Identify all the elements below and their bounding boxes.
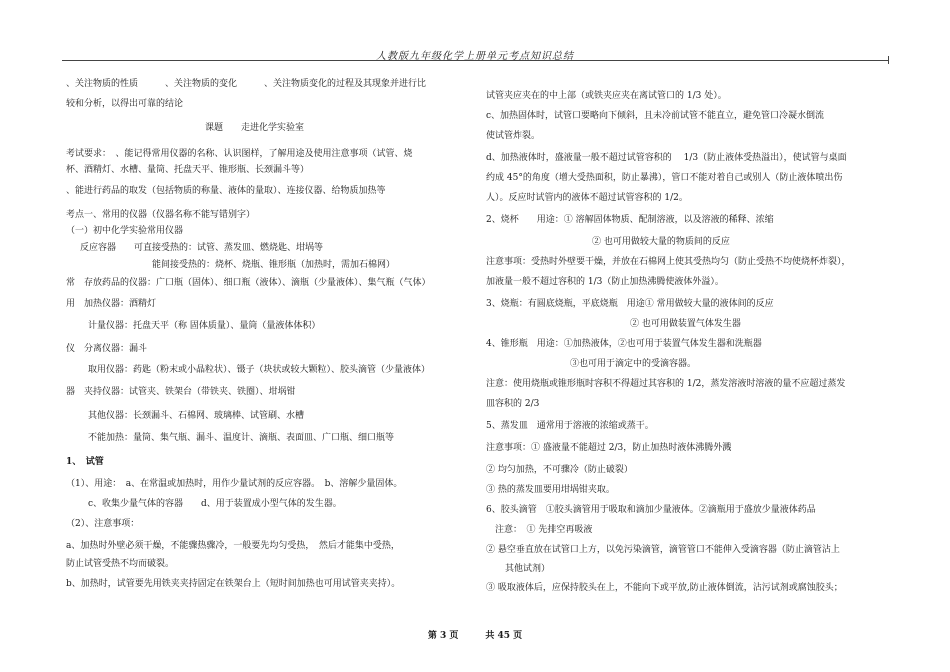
text-line: 用 加热仪器：酒精灯 — [66, 299, 157, 309]
text-line: 注意：使用烧瓶或锥形瓶时容积不得超过其容积的 1/2，蒸发溶液时溶液的量不应超过蒸发 — [486, 379, 846, 389]
text-line: 仪 分离仪器：漏斗 — [66, 344, 148, 354]
text-line: 较和分析，以得出可靠的结论 — [66, 99, 184, 109]
text-line: ③ 吸取液体后，应保持胶头在上，不能向下或平放,防止液体倒流，沾污试剂或腐蚀胶头； — [486, 583, 843, 593]
text-line: 3、烧瓶：有圆底烧瓶，平底烧瓶 用途① 常用做较大量的液体间的反应 — [486, 299, 774, 309]
text-line: 注意： ① 先排空再吸液 — [495, 525, 593, 535]
text-line: （1）、用途： a、在常温或加热时，用作少量试剂的反应容器。 b、溶解少量固体。 — [66, 479, 403, 489]
text-line: 加液量一般不超过容积的 1/3（防止加热沸腾使液体外溢）。 — [486, 277, 724, 287]
text-line: （一）初中化学实验常用仪器 — [66, 226, 184, 236]
text-line: 能间接受热的：烧杯、烧瓶、锥形瓶（加热时，需加石棉网） — [152, 260, 396, 270]
text-line: 其他仪器：长颈漏斗、石棉网、玻璃棒、试管刷、水槽 — [88, 411, 305, 421]
text-line: 6、胶头滴管 ①胶头滴管用于吸取和滴加少量液体。②滴瓶用于盛放少量液体药品 — [486, 505, 816, 515]
text-line: 取用仪器：药匙（粉末或小晶粒状）、镊子（块状或较大颗粒）、胶头滴管（少量液体） — [88, 365, 431, 375]
page-header-title: 人教版九年级化学上册单元考点知识总结 — [376, 51, 574, 62]
text-line: 人）。反应时试管内的液体不超过试管容积的 1/2。 — [486, 193, 688, 203]
header-rule — [62, 60, 888, 61]
page-footer: 第 3 页 共 45 页 — [427, 631, 523, 641]
text-line: ③也可用于滴定中的受滴容器。 — [570, 359, 697, 369]
text-line: a、加热时外壁必须干燥，不能骤热骤冷，一般要先均匀受热， 然后才能集中受热， — [66, 541, 400, 551]
text-line: 约成 45°的角度（增大受热面积，防止暴沸），管口不能对着自己或别人（防止液体喷出伤 — [486, 173, 843, 183]
text-line: c、收集少量气体的容器 d、用于装置成小型气体的发生器。 — [88, 499, 342, 509]
text-line: 课题 走进化学实验室 — [205, 123, 305, 133]
text-line: 使试管炸裂。 — [486, 131, 541, 141]
text-line: ② 均匀加热，不可骤冷（防止破裂） — [486, 465, 633, 475]
text-line: 不能加热：量筒、集气瓶、漏斗、温度计、滴瓶、表面皿、广口瓶、细口瓶等 — [88, 433, 395, 443]
text-line: ③ 热的蒸发皿要用坩埚钳夹取。 — [486, 485, 615, 495]
text-line: 考试要求： 、能记得常用仪器的名称、认识图样，了解用途及使用注意事项（试管、烧 — [66, 149, 413, 159]
text-line: 试管夹应夹在的中上部（或铁夹应夹在离试管口的 1/3 处）。 — [486, 91, 727, 101]
text-line: 考点一、常用的仪器（仪器名称不能写错别字） — [66, 210, 256, 220]
header-rule-tick — [888, 56, 889, 64]
text-line: ② 也可用做较大量的物质间的反应 — [592, 237, 730, 247]
text-line: 其他试剂） — [505, 564, 551, 574]
text-line: 5、蒸发皿 通常用于溶液的浓缩或蒸干。 — [486, 421, 654, 431]
text-line: 、能进行药品的取发（包括物质的称量、液体的量取）、连接仪器、给物质加热等 — [66, 186, 386, 196]
text-line: 注意事项：受热时外壁要干燥，并放在石棉网上使其受热均匀（防止受热不均使烧杯炸裂）， — [486, 257, 851, 267]
text-line: ② 也可用做装置气体发生器 — [630, 319, 741, 329]
text-line: 4、锥形瓶 用途：①加热液体，②也可用于装置气体发生器和洗瓶器 — [486, 339, 762, 349]
text-line: 1、 试管 — [66, 457, 104, 467]
text-line: 2、烧杯 用途：① 溶解固体物质、配制溶液，以及溶液的稀释、浓缩 — [486, 215, 774, 225]
text-line: 杯、酒精灯、水槽、量筒、托盘天平、锥形瓶、长颈漏斗等） — [66, 165, 310, 175]
text-line: ② 悬空垂直放在试管口上方，以免污染滴管，滴管管口不能伸入受滴容器（防止滴管沾上 — [486, 545, 840, 555]
text-line: 防止试管受热不均而破裂。 — [66, 559, 175, 569]
text-line: 反应容器 可直接受热的：试管、蒸发皿、燃烧匙、坩埚等 — [80, 243, 324, 253]
text-line: 注意事项：① 盛液量不能超过 2/3，防止加热时液体沸腾外溅 — [486, 443, 732, 453]
text-line: d、加热液体时，盛液量一般不超过试管容积的 1/3（防止液体受热溢出），使试管与桌面 — [486, 153, 847, 163]
text-line: c、加热固体时，试管口要略向下倾斜，且未冷前试管不能直立，避免管口冷凝水倒流 — [486, 111, 825, 121]
text-line: 计量仪器：托盘天平（称 固体质量）、量筒（量液体体积） — [88, 321, 321, 331]
text-line: （2）、注意事项： — [66, 519, 140, 529]
text-line: 常 存放药品的仪器：广口瓶（固体）、细口瓶（液体）、滴瓶（少量液体）、集气瓶（气体） — [66, 278, 431, 288]
text-line: 皿容积的 2/3 — [486, 399, 540, 409]
text-line: 、关注物质的性质 、关注物质的变化 、关注物质变化的过程及其现象并进行比 — [66, 79, 427, 89]
text-line: b、加热时，试管要先用铁夹夹持固定在铁架台上（短时间加热也可用试管夹夹持）。 — [66, 579, 401, 589]
text-line: 器 夹持仪器：试管夹、铁架台（带铁夹、铁圈）、坩埚钳 — [66, 387, 296, 397]
